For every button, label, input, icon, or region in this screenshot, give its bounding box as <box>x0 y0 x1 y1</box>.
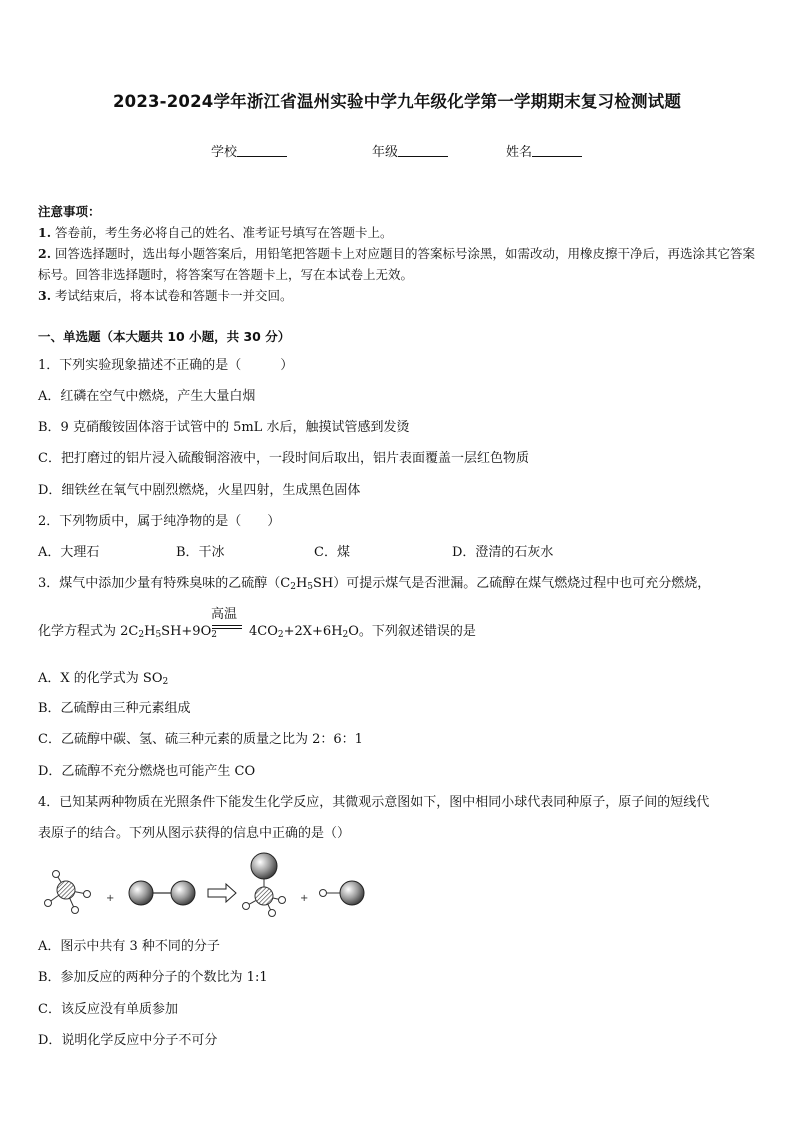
q4-stem: 4．已知某两种物质在光照条件下能发生化学反应，其微观示意图如下，图中相同小球代表同种原子，原子间的短线代 <box>38 795 710 810</box>
chloromethane-molecule <box>243 853 286 917</box>
q4-option-a: A．图示中共有 3 种不同的分子 <box>38 939 220 954</box>
page-title: 2023-2024学年浙江省温州实验中学九年级化学第一学期期末复习检测试题 <box>112 92 682 111</box>
chlorine-molecule <box>129 881 195 905</box>
q4-option-b: B．参加反应的两种分子的个数比为 1:1 <box>38 970 268 985</box>
q4-option-d: D．说明化学反应中分子不可分 <box>38 1033 218 1048</box>
notice-item: 2. 回答选择题时，选出每小题答案后，用铅笔把答题卡上对应题目的答案标号涂黑，如需改动，用橡皮擦干净后，再选涂其它答案标号。回答非选择题时，将答案写在答题卡上，写在本试卷上无效。 <box>38 246 756 282</box>
q1-option-b: B．9 克硝酸铵固体溶于试管中的 5mL 水后，触摸试管感到发烫 <box>38 420 410 435</box>
reaction-arrow-icon <box>208 884 236 902</box>
hydrogen-chloride-molecule <box>320 881 365 905</box>
grade-blank <box>398 144 448 157</box>
school-field: 学校 <box>211 141 287 160</box>
q3-option-a: A．X 的化学式为 $SO_2$ <box>38 671 169 687</box>
q3-option-c: C．乙硫醇中碳、氢、硫三种元素的质量之比为 2：6：1 <box>38 732 363 747</box>
q3-stem: 3．煤气中添加少量有特殊臭味的乙硫醇$(C_2H_5SH)$可提示煤气是否泄漏。乙硫醇在煤气燃烧过程中也可充分燃烧， <box>38 576 711 592</box>
q4-stem-cont: 表原子的结合。下列从图示获得的信息中正确的是（） <box>38 826 351 841</box>
name-field: 姓名 <box>506 141 582 160</box>
name-blank <box>532 144 582 157</box>
q1-stem: 1．下列实验现象描述不正确的是（ ） <box>38 358 294 373</box>
q3-option-d: D．乙硫醇不充分燃烧也可能产生 CO <box>38 764 256 779</box>
q2-option-b: B．干冰 <box>176 545 225 560</box>
school-blank <box>237 144 287 157</box>
plus-sign: + <box>300 893 309 904</box>
q4-option-c: C．该反应没有单质参加 <box>38 1002 178 1017</box>
notice-item: 1. 答卷前，考生务必将自己的姓名、准考证号填写在答题卡上。 <box>38 225 393 240</box>
methane-molecule <box>45 871 91 914</box>
q2-stem: 2．下列物质中，属于纯净物的是（ ） <box>38 514 281 529</box>
q1-option-a: A．红磷在空气中燃烧，产生大量白烟 <box>38 389 256 404</box>
section-heading: 一、单选题（本大题共 10 小题，共 30 分） <box>38 329 291 344</box>
q1-option-d: D．细铁丝在氧气中剧烈燃烧，火星四射，生成黑色固体 <box>38 483 361 498</box>
notice-heading: 注意事项： <box>38 204 101 219</box>
reaction-condition: 高温 <box>211 607 238 622</box>
plus-sign: + <box>106 893 115 904</box>
notice-item: 3. 考试结束后，将本试卷和答题卡一并交回。 <box>38 288 293 303</box>
q3-option-b: B．乙硫醇由三种元素组成 <box>38 701 191 716</box>
q2-option-a: A．大理石 <box>38 545 100 560</box>
q3-equation: 化学方程式为 $2C_2H_5SH+9O_2$ $4CO_2+2X+6H_2O$。下列叙述错误的是 <box>38 624 476 640</box>
q1-option-c: C．把打磨过的铝片浸入硫酸铜溶液中，一段时间后取出，铝片表面覆盖一层红色物质 <box>38 451 529 466</box>
reaction-diagram <box>36 850 376 920</box>
grade-field: 年级 <box>372 141 448 160</box>
notice-block <box>38 201 758 306</box>
q2-option-c: C．煤 <box>314 545 350 560</box>
q2-option-d: D．澄清的石灰水 <box>452 545 554 560</box>
